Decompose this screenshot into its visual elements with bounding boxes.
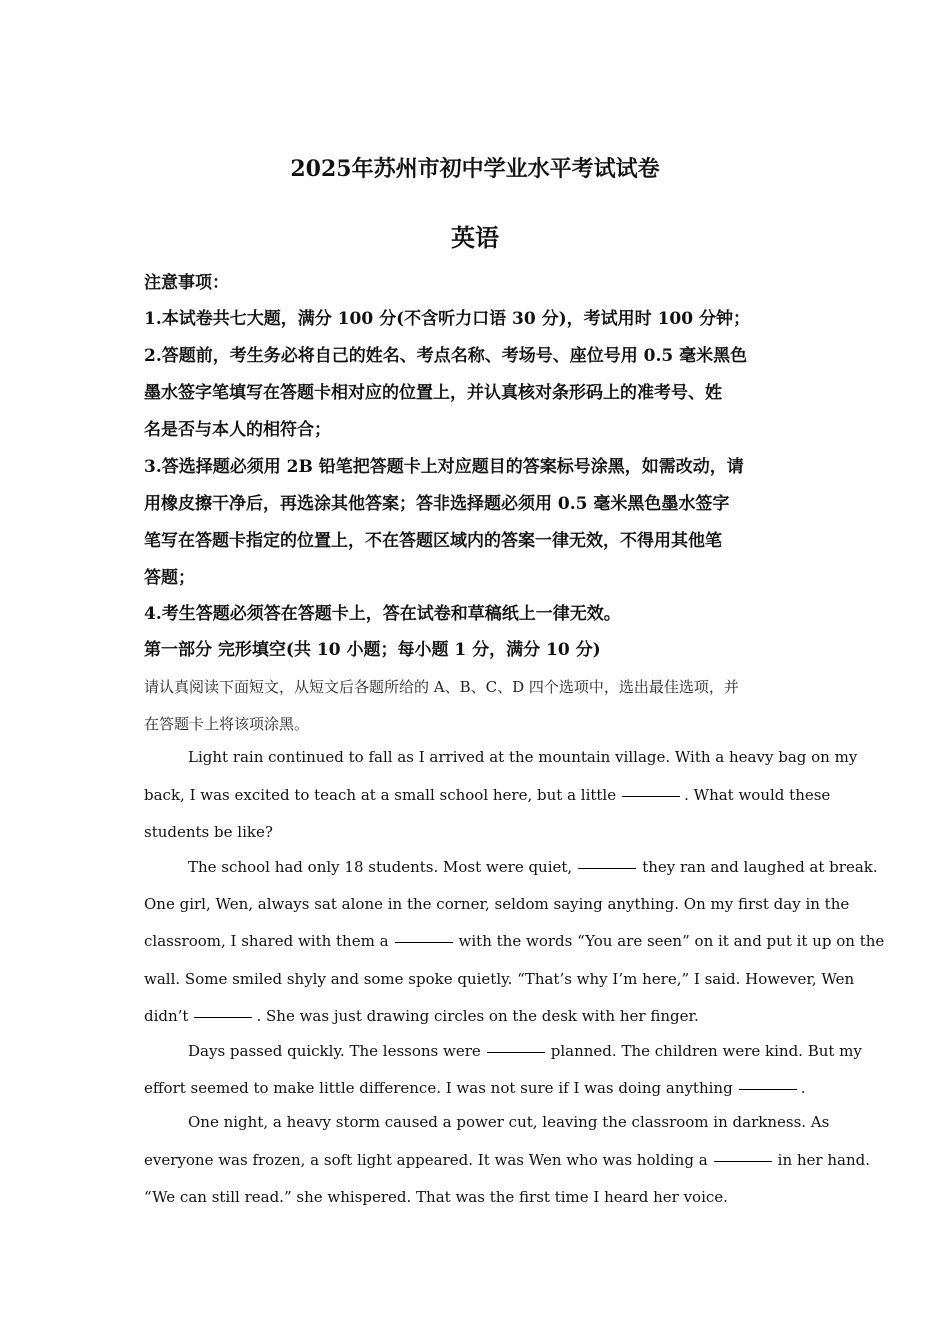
passage-text: “We can still read.” she whispered. That was the first time I heard her voice. (144, 1188, 728, 1206)
passage-line (144, 849, 878, 886)
passage-text: everyone was frozen, a soft light appeared. It was Wen who was holding a (144, 1151, 708, 1169)
section-instruction: 请认真阅读下面短文，从短文后各题所给的 A、B、C、D 四个选项中，选出最佳选项，并 (144, 678, 739, 696)
page-subtitle: 英语 (451, 223, 499, 252)
notice-line: 墨水签字笔填写在答题卡相对应的位置上，并认真核对条形码上的准考号、姓 (144, 383, 722, 403)
answer-blank[interactable] (739, 1089, 797, 1090)
section-instruction: 在答题卡上将该项涂黑。 (144, 715, 310, 733)
notice-line: 答题； (144, 568, 195, 588)
passage-line (144, 1104, 853, 1141)
passage-text: effort seemed to make little difference. I was not sure if I was doing anything (144, 1079, 733, 1097)
passage-line (144, 814, 809, 851)
passage-text: students be like? (144, 823, 273, 841)
notice-line: 2.答题前，考生务必将自己的姓名、考点名称、考场号、座位号用 0.5 毫米黑色 (144, 346, 748, 366)
notice-line: 笔写在答题卡指定的位置上，不在答题区域内的答案一律无效，不得用其他笔 (144, 531, 722, 551)
notice-line: 用橡皮擦干净后，再选涂其他答案；答非选择题必须用 0.5 毫米黑色墨水签字 (144, 494, 730, 514)
passage-line (144, 886, 850, 923)
passage-line (144, 1142, 871, 1179)
passage-text: with the words “You are seen” on it and put it up on the (458, 932, 885, 950)
section-heading: 第一部分 完形填空(共 10 小题；每小题 1 分，满分 10 分) (144, 640, 601, 660)
passage-line (144, 1033, 862, 1070)
passage-line (144, 739, 858, 776)
notice-line: 1.本试卷共七大题，满分 100 分(不含听力口语 30 分)，考试用时 100 分钟； (144, 309, 750, 329)
answer-blank[interactable] (194, 1017, 252, 1018)
notice-heading: 注意事项： (144, 273, 229, 293)
answer-blank[interactable] (622, 796, 680, 797)
passage-text: . What would these (684, 786, 831, 804)
passage-text: . (800, 1079, 806, 1097)
answer-blank[interactable] (487, 1052, 545, 1053)
passage-text: wall. Some smiled shyly and some spoke quietly. “That’s why I’m here,” I said. However, Wen (144, 970, 855, 988)
answer-blank[interactable] (714, 1161, 772, 1162)
page-title: 2025年苏州市初中学业水平考试试卷 (290, 156, 660, 182)
passage-line (144, 923, 885, 960)
passage-text: One night, a heavy storm caused a power cut, leaving the classroom in darkness. As (188, 1113, 830, 1131)
notice-line: 4.考生答题必须答在答题卡上，答在试卷和草稿纸上一律无效。 (144, 604, 621, 624)
passage-line (144, 1179, 809, 1216)
passage-text: Light rain continued to fall as I arrived at the mountain village. With a heavy bag on my (188, 748, 858, 766)
passage-line (144, 961, 855, 998)
passage-text: The school had only 18 students. Most were quiet, (188, 858, 573, 876)
passage-text: back, I was excited to teach at a small school here, but a little (144, 786, 617, 804)
passage-text: planned. The children were kind. But my (550, 1042, 862, 1060)
answer-blank[interactable] (395, 942, 453, 943)
passage-line (144, 777, 831, 814)
notice-line: 名是否与本人的相符合； (144, 420, 331, 440)
passage-text: didn’t (144, 1007, 189, 1025)
passage-text: classroom, I shared with them a (144, 932, 389, 950)
passage-text: One girl, Wen, always sat alone in the corner, seldom saying anything. On my first day in the (144, 895, 850, 913)
passage-text: Days passed quickly. The lessons were (188, 1042, 481, 1060)
passage-text: . She was just drawing circles on the desk with her finger. (256, 1007, 699, 1025)
notice-line: 3.答选择题必须用 2B 铅笔把答题卡上对应题目的答案标号涂黑，如需改动，请 (144, 457, 744, 477)
passage-line (144, 1070, 809, 1107)
passage-line (144, 998, 809, 1035)
passage-text: they ran and laughed at break. (642, 858, 878, 876)
answer-blank[interactable] (578, 868, 636, 869)
passage-text: in her hand. (777, 1151, 871, 1169)
